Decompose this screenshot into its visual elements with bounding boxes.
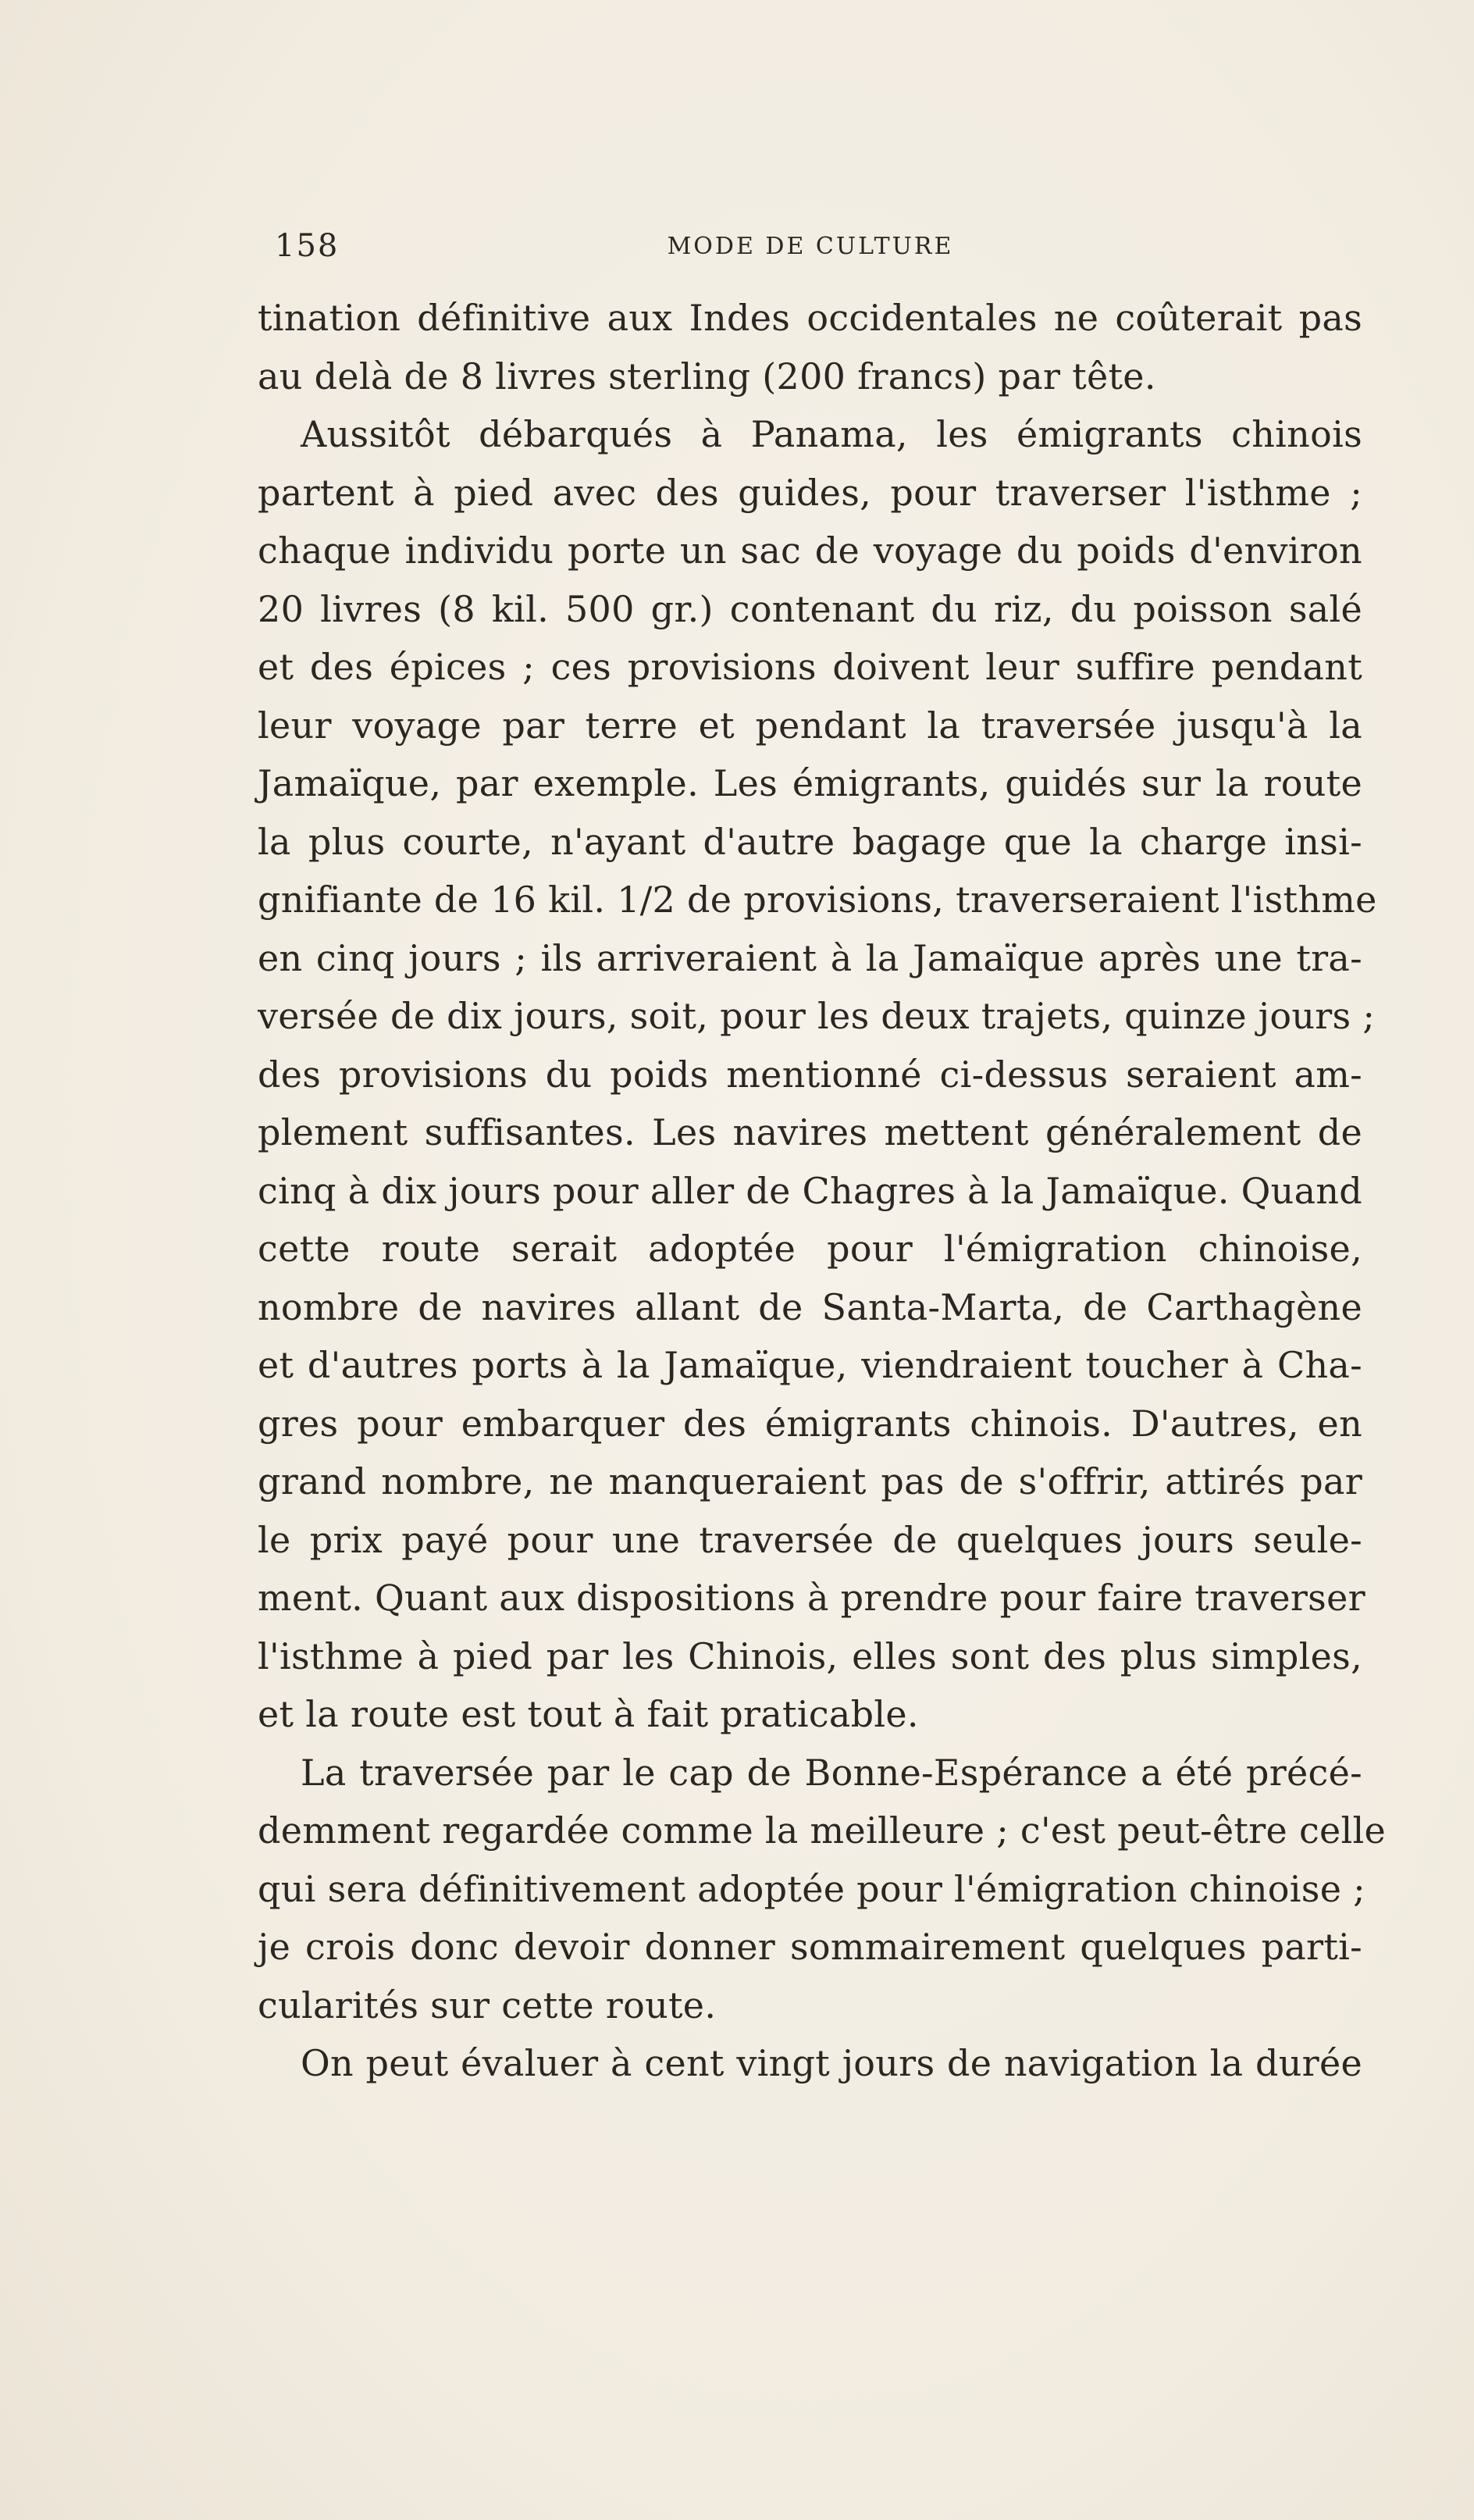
- page-header: [259, 228, 1362, 275]
- text-line: demment regardée comme la meilleure ; c'est peut-être celle: [258, 1809, 1387, 1852]
- text-line: je crois donc devoir donner sommairement quelques parti-: [258, 1926, 1362, 1968]
- text-line: et des épices ; ces provisions doivent leur suffire pendant: [258, 646, 1362, 688]
- page-number: 158: [275, 228, 340, 264]
- text-line: gres pour embarquer des émigrants chinois. D'autres, en: [258, 1402, 1362, 1445]
- text-line: et d'autres ports à la Jamaïque, viendraient toucher à Cha-: [258, 1344, 1362, 1386]
- text-line: versée de dix jours, soit, pour les deux trajets, quinze jours ;: [258, 995, 1376, 1037]
- text-line: leur voyage par terre et pendant la traversée jusqu'à la: [258, 704, 1362, 747]
- text-line: cinq à dix jours pour aller de Chagres à la Jamaïque. Quand: [258, 1169, 1362, 1212]
- text-line: nombre de navires allant de Santa-Marta, de Carthagène: [258, 1285, 1362, 1328]
- text-line: la plus courte, n'ayant d'autre bagage que la charge insi-: [258, 820, 1362, 863]
- text-line: On peut évaluer à cent vingt jours de navigation la durée: [301, 2042, 1362, 2084]
- text-line: grand nombre, ne manqueraient pas de s'offrir, attirés par: [258, 1460, 1362, 1502]
- text-line: et la route est tout à fait praticable.: [258, 1693, 919, 1735]
- text-line: des provisions du poids mentionné ci-dessus seraient am-: [258, 1053, 1362, 1096]
- text-line: cette route serait adoptée pour l'émigration chinoise,: [258, 1228, 1362, 1270]
- text-line: chaque individu porte un sac de voyage du poids d'environ: [258, 529, 1362, 572]
- text-line: cularités sur cette route.: [258, 1984, 717, 2026]
- running-title: MODE DE CULTURE: [667, 233, 954, 260]
- text-line: plement suffisantes. Les navires mettent généralement de: [258, 1111, 1362, 1153]
- text-line: 20 livres (8 kil. 500 gr.) contenant du riz, du poisson salé: [258, 587, 1362, 630]
- text-line: tination définitive aux Indes occidentales ne coûterait pas: [258, 297, 1362, 339]
- text-line: l'isthme à pied par les Chinois, elles sont des plus simples,: [258, 1634, 1362, 1677]
- text-line: en cinq jours ; ils arriveraient à la Jamaïque après une tra-: [258, 936, 1362, 979]
- text-line: ment. Quant aux dispositions à prendre pour faire traverser: [258, 1577, 1365, 1619]
- body-text: [258, 289, 1387, 2093]
- text-line: au delà de 8 livres sterling (200 francs) par tête.: [258, 355, 1156, 397]
- text-line: gnifiante de 16 kil. 1/2 de provisions, traverseraient l'isthme: [258, 879, 1377, 921]
- text-line: le prix payé pour une traversée de quelques jours seule-: [258, 1518, 1362, 1561]
- text-line: La traversée par le cap de Bonne-Espérance a été précé-: [301, 1751, 1362, 1794]
- text-line: Aussitôt débarqués à Panama, les émigrants chinois: [301, 413, 1362, 455]
- text-line: Jamaïque, par exemple. Les émigrants, guidés sur la route: [258, 762, 1362, 804]
- text-line: partent à pied avec des guides, pour traverser l'isthme ;: [258, 471, 1362, 514]
- text-line: qui sera définitivement adoptée pour l'émigration chinoise ;: [258, 1867, 1365, 1910]
